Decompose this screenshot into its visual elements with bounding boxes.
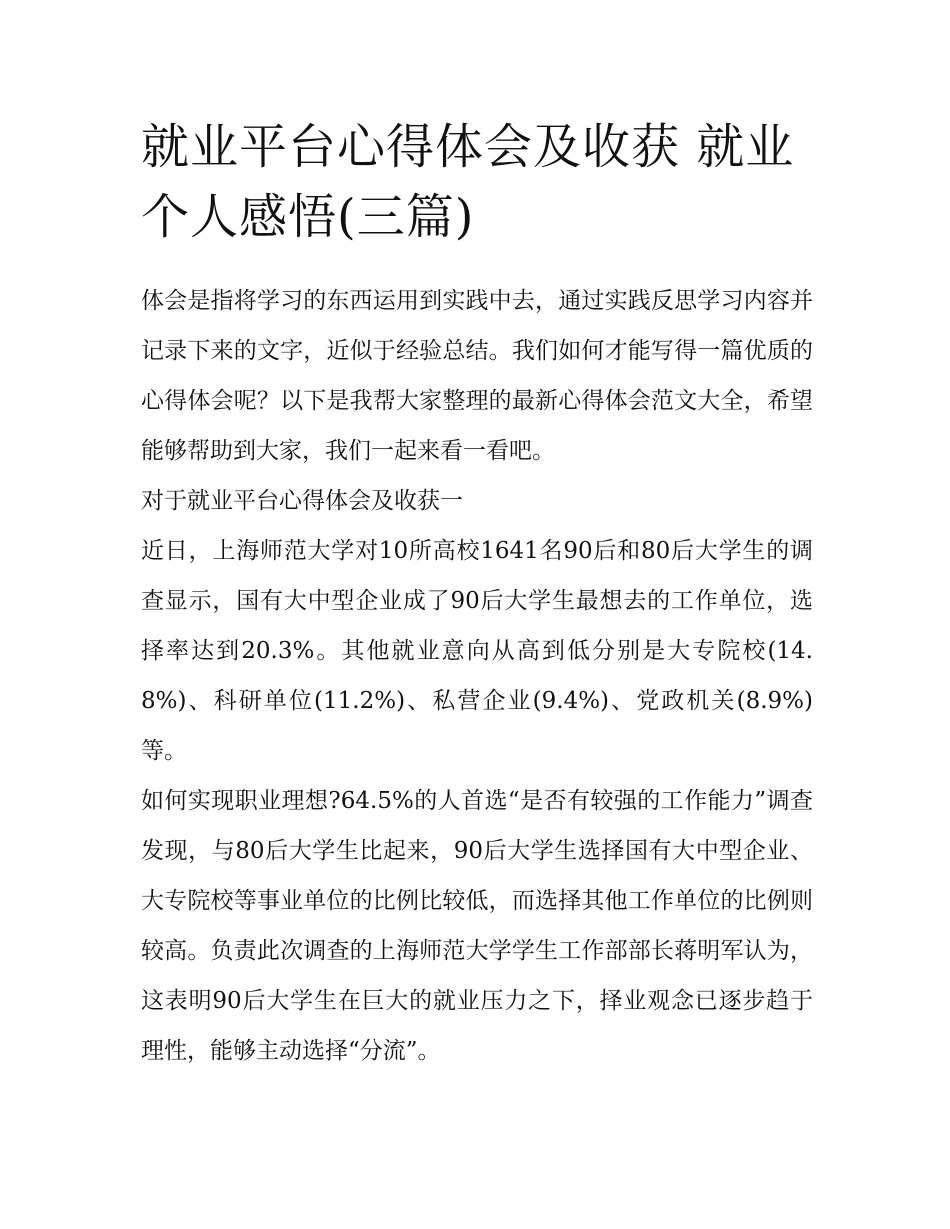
career-paragraph: 如何实现职业理想?64.5%的人首选“是否有较强的工作能力”调查发现，与80后大学生比起来，90后大学生选择国有大中型企业、大专院校等事业单位的比例比较低，而选择其他工作单位的比例则较高。负责此次调查的上海师范大学学生工作部部长蒋明军认为，这表明90后大学生在巨大的就业压力之下，择业观念已逐步趋于理性，能够主动选择“分流”。 <box>141 788 813 1064</box>
document-page <box>141 112 813 1076</box>
document-body <box>141 276 813 1076</box>
section-heading: 对于就业平台心得体会及收获一 <box>141 488 463 514</box>
survey-paragraph: 近日，上海师范大学对10所高校1641名90后和80后大学生的调查显示，国有大中型企业成了90后大学生最想去的工作单位，选择率达到20.3%。其他就业意向从高到低分别是大专院校(14.8%)、科研单位(11.2%)、私营企业(9.4%)、党政机关(8.9%)等。 <box>141 538 813 764</box>
intro-paragraph: 体会是指将学习的东西运用到实践中去，通过实践反思学习内容并记录下来的文字，近似于经验总结。我们如何才能写得一篇优质的心得体会呢？以下是我帮大家整理的最新心得体会范文大全，希望能够帮助到大家，我们一起来看一看吧。 <box>141 288 813 464</box>
document-title: 就业平台心得体会及收获 就业个人感悟(三篇) <box>141 119 795 245</box>
